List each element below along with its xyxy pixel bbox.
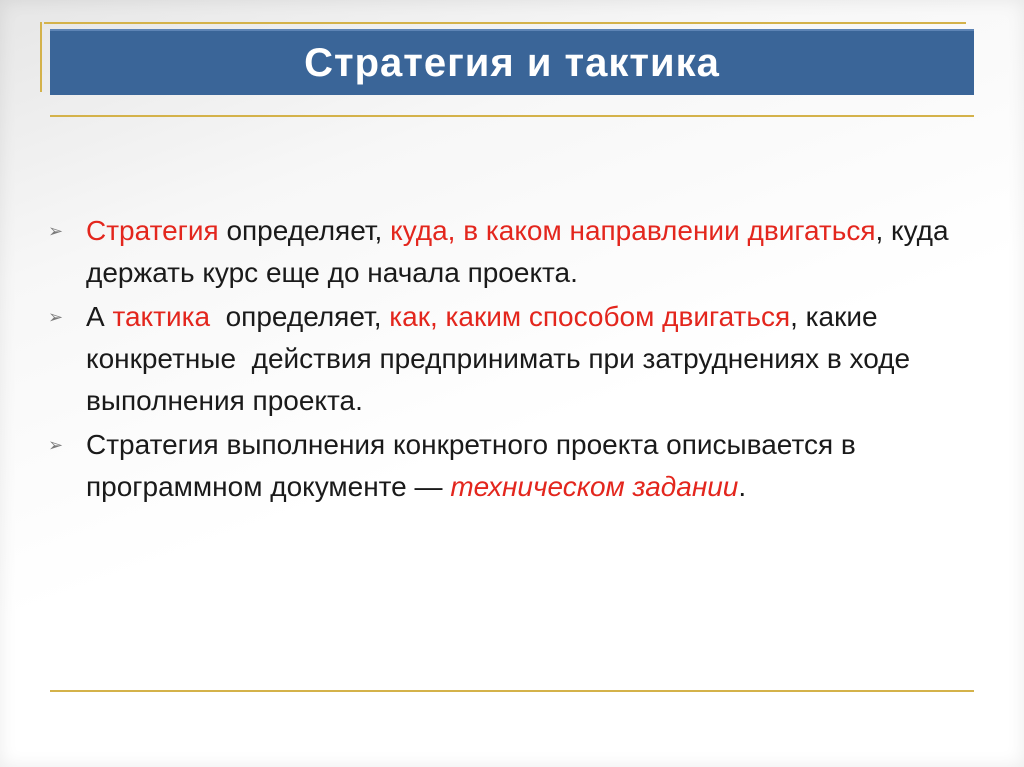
bullet-2-segment-1: А xyxy=(86,301,113,332)
bottom-separator-line xyxy=(50,690,974,692)
bullet-list xyxy=(48,210,1008,510)
bullet-item-3 xyxy=(48,424,1008,508)
bullet-item-2 xyxy=(48,296,1008,422)
bullet-1-segment-2: определяет, xyxy=(218,215,391,246)
title-bar xyxy=(50,29,974,95)
bullet-1-segment-1: Стратегия xyxy=(86,215,219,246)
bullet-1-segment-3: куда, в каком направлении двигаться xyxy=(390,215,876,246)
frame-left-line xyxy=(40,22,42,92)
bullet-1-segment-4: , куда держать курс еще до начала проекта. xyxy=(86,215,949,288)
bullet-2-segment-3: определяет, xyxy=(210,301,390,332)
arrow-bullet-icon: ➢ xyxy=(48,221,64,241)
bullet-2-segment-5: , какие конкретные действия предпринимать при затруднениях в ходе выполнения проекта. xyxy=(86,301,918,416)
bullet-3-segment-1: Стратегия выполнения конкретного проекта описывается в программном документе — xyxy=(86,429,856,502)
bullet-2-segment-2: тактика xyxy=(112,301,211,332)
slide-title: Стратегия и тактика xyxy=(304,40,720,85)
bullet-2-segment-4: как, каким способом двигаться xyxy=(389,301,791,332)
arrow-bullet-icon: ➢ xyxy=(48,435,64,455)
top-separator-line xyxy=(50,115,974,117)
arrow-bullet-icon: ➢ xyxy=(48,307,64,327)
frame-top-line xyxy=(44,22,966,24)
bullet-item-1 xyxy=(48,210,1008,294)
bullet-3-segment-3: . xyxy=(738,471,747,502)
bullet-3-segment-2: техническом задании xyxy=(450,471,739,502)
